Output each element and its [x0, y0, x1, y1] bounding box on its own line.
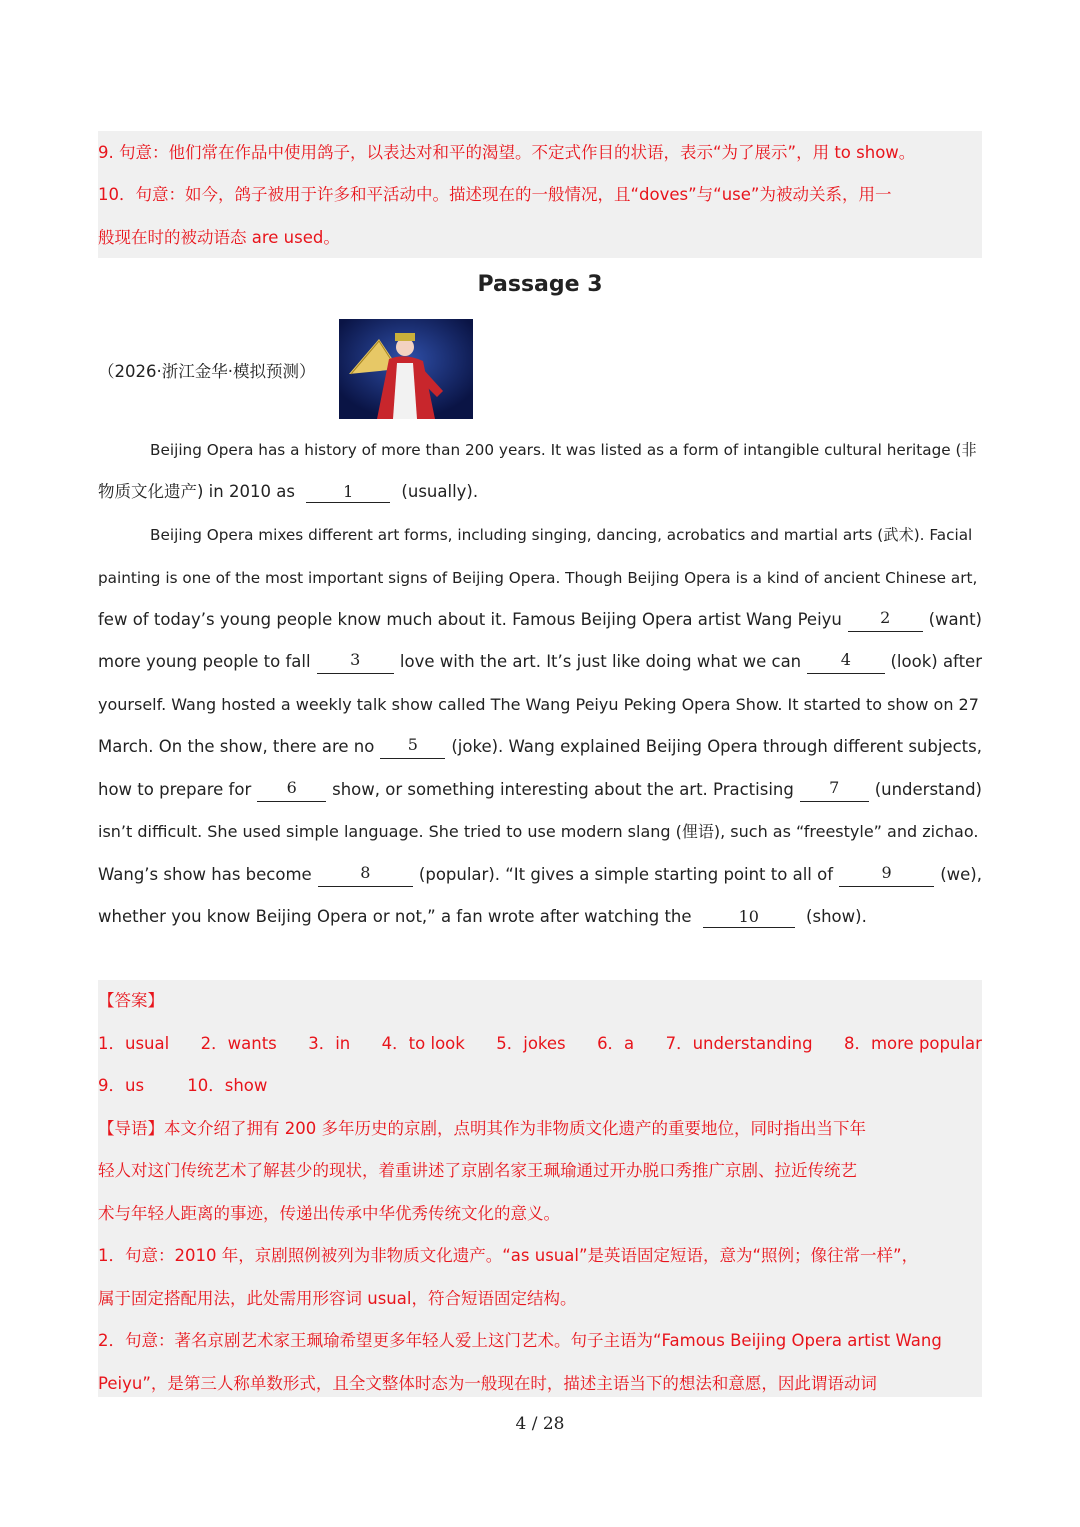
intro-line: 术与年轻人距离的事迹，传递出传承中华优秀传统文化的意义。: [98, 1204, 560, 1223]
blank-8[interactable]: 8: [318, 863, 413, 887]
answer-heading: 【答案】: [98, 991, 164, 1010]
answer-list: [98, 1032, 982, 1056]
intro-line: 轻人对这门传统艺术了解甚少的现状，着重讲述了京剧名家王珮瑜通过开办脱口秀推广京剧、拉近传统艺: [98, 1161, 857, 1180]
passage-line: yourself. Wang hosted a weekly talk show called The Wang Peiyu Peking Opera Show. It started to show on 27: [98, 695, 979, 714]
blank-10[interactable]: 10: [703, 907, 795, 928]
answer-list: [98, 1074, 982, 1098]
answer-item: 6．a: [597, 1034, 635, 1053]
answer-item: 7．understanding: [665, 1034, 813, 1053]
passage-line: Beijing Opera has a history of more than 200 years. It was listed as a form of intangible cultural heritage (非: [150, 441, 977, 459]
explanation-line: 般现在时的被动语态 are used。: [98, 228, 340, 247]
blank-2[interactable]: 2: [848, 608, 923, 632]
passage-line: more young people to fall 3 love with the art. It’s just like doing what we can 4 (look) after: [98, 650, 982, 674]
explanation-line: 属于固定搭配用法，此处需用形容词 usual，符合短语固定结构。: [98, 1289, 577, 1308]
explanation-line: Peiyu”，是第三人称单数形式，且全文整体时态为一般现在时，描述主语当下的想法和意愿，因此谓语动词: [98, 1374, 877, 1393]
blank-5[interactable]: 5: [380, 735, 445, 759]
passage-line: isn’t difficult. She used simple language. She tried to use modern slang (俚语), such as “freestyle” and zichao.: [98, 822, 979, 841]
explanation-line: 10．句意：如今，鸽子被用于许多和平活动中。描述现在的一般情况，且“doves”与“use”为被动关系，用一: [98, 185, 892, 204]
blank-4[interactable]: 4: [807, 650, 884, 674]
answer-item: 5．jokes: [496, 1034, 566, 1053]
blank-7[interactable]: 7: [800, 778, 869, 802]
passage-line: March. On the show, there are no 5 (joke). Wang explained Beijing Opera through different subjects,: [98, 735, 982, 759]
passage-line: how to prepare for 6 show, or something interesting about the art. Practising 7 (understand): [98, 778, 982, 802]
source-label: （2026·浙江金华·模拟预测）: [98, 362, 316, 381]
beijing-opera-photo: [339, 319, 473, 419]
passage-line: few of today’s young people know much about it. Famous Beijing Opera artist Wang Peiyu 2 (want): [98, 608, 982, 632]
passage-line: Beijing Opera mixes different art forms, including singing, dancing, acrobatics and martial arts (武术). Facial: [150, 526, 973, 544]
passage-line: Wang’s show has become 8 (popular). “It gives a simple starting point to all of 9 (we),: [98, 863, 982, 887]
answer-item: 9．us: [98, 1076, 145, 1095]
passage-line: 物质文化遗产) in 2010 as 1 (usually).: [98, 482, 479, 501]
passage-line: painting is one of the most important signs of Beijing Opera. Though Beijing Opera is a kind of ancient Chinese art,: [98, 569, 978, 587]
blank-6[interactable]: 6: [257, 778, 326, 802]
answer-item: 4．to look: [381, 1034, 465, 1053]
blank-9[interactable]: 9: [839, 863, 934, 887]
answer-item: 8．more popular: [843, 1034, 982, 1053]
passage-line: whether you know Beijing Opera or not,” a fan wrote after watching the 10 (show).: [98, 907, 867, 926]
answer-item: 2．wants: [200, 1034, 277, 1053]
answer-item: 3．in: [308, 1034, 351, 1053]
blank-3[interactable]: 3: [317, 650, 394, 674]
page-number: 4 / 28: [515, 1414, 565, 1434]
explanation-line: 2．句意：著名京剧艺术家王珮瑜希望更多年轻人爱上这门艺术。句子主语为“Famous Beijing Opera artist Wang: [98, 1331, 942, 1350]
explanation-line: 1．句意：2010 年，京剧照例被列为非物质文化遗产。“as usual”是英语固定短语，意为“照例；像往常一样”，: [98, 1246, 919, 1265]
blank-1[interactable]: 1: [306, 482, 390, 503]
answer-item: 1．usual: [98, 1034, 170, 1053]
answer-item: 10．show: [187, 1076, 268, 1095]
intro-line: 【导语】本文介绍了拥有 200 多年历史的京剧，点明其作为非物质文化遗产的重要地位，同时指出当下年: [98, 1119, 866, 1138]
explanation-line: 9. 句意：他们常在作品中使用鸽子，以表达对和平的渴望。不定式作目的状语，表示“为了展示”，用 to show。: [98, 143, 916, 162]
passage-title: Passage 3: [477, 272, 603, 297]
